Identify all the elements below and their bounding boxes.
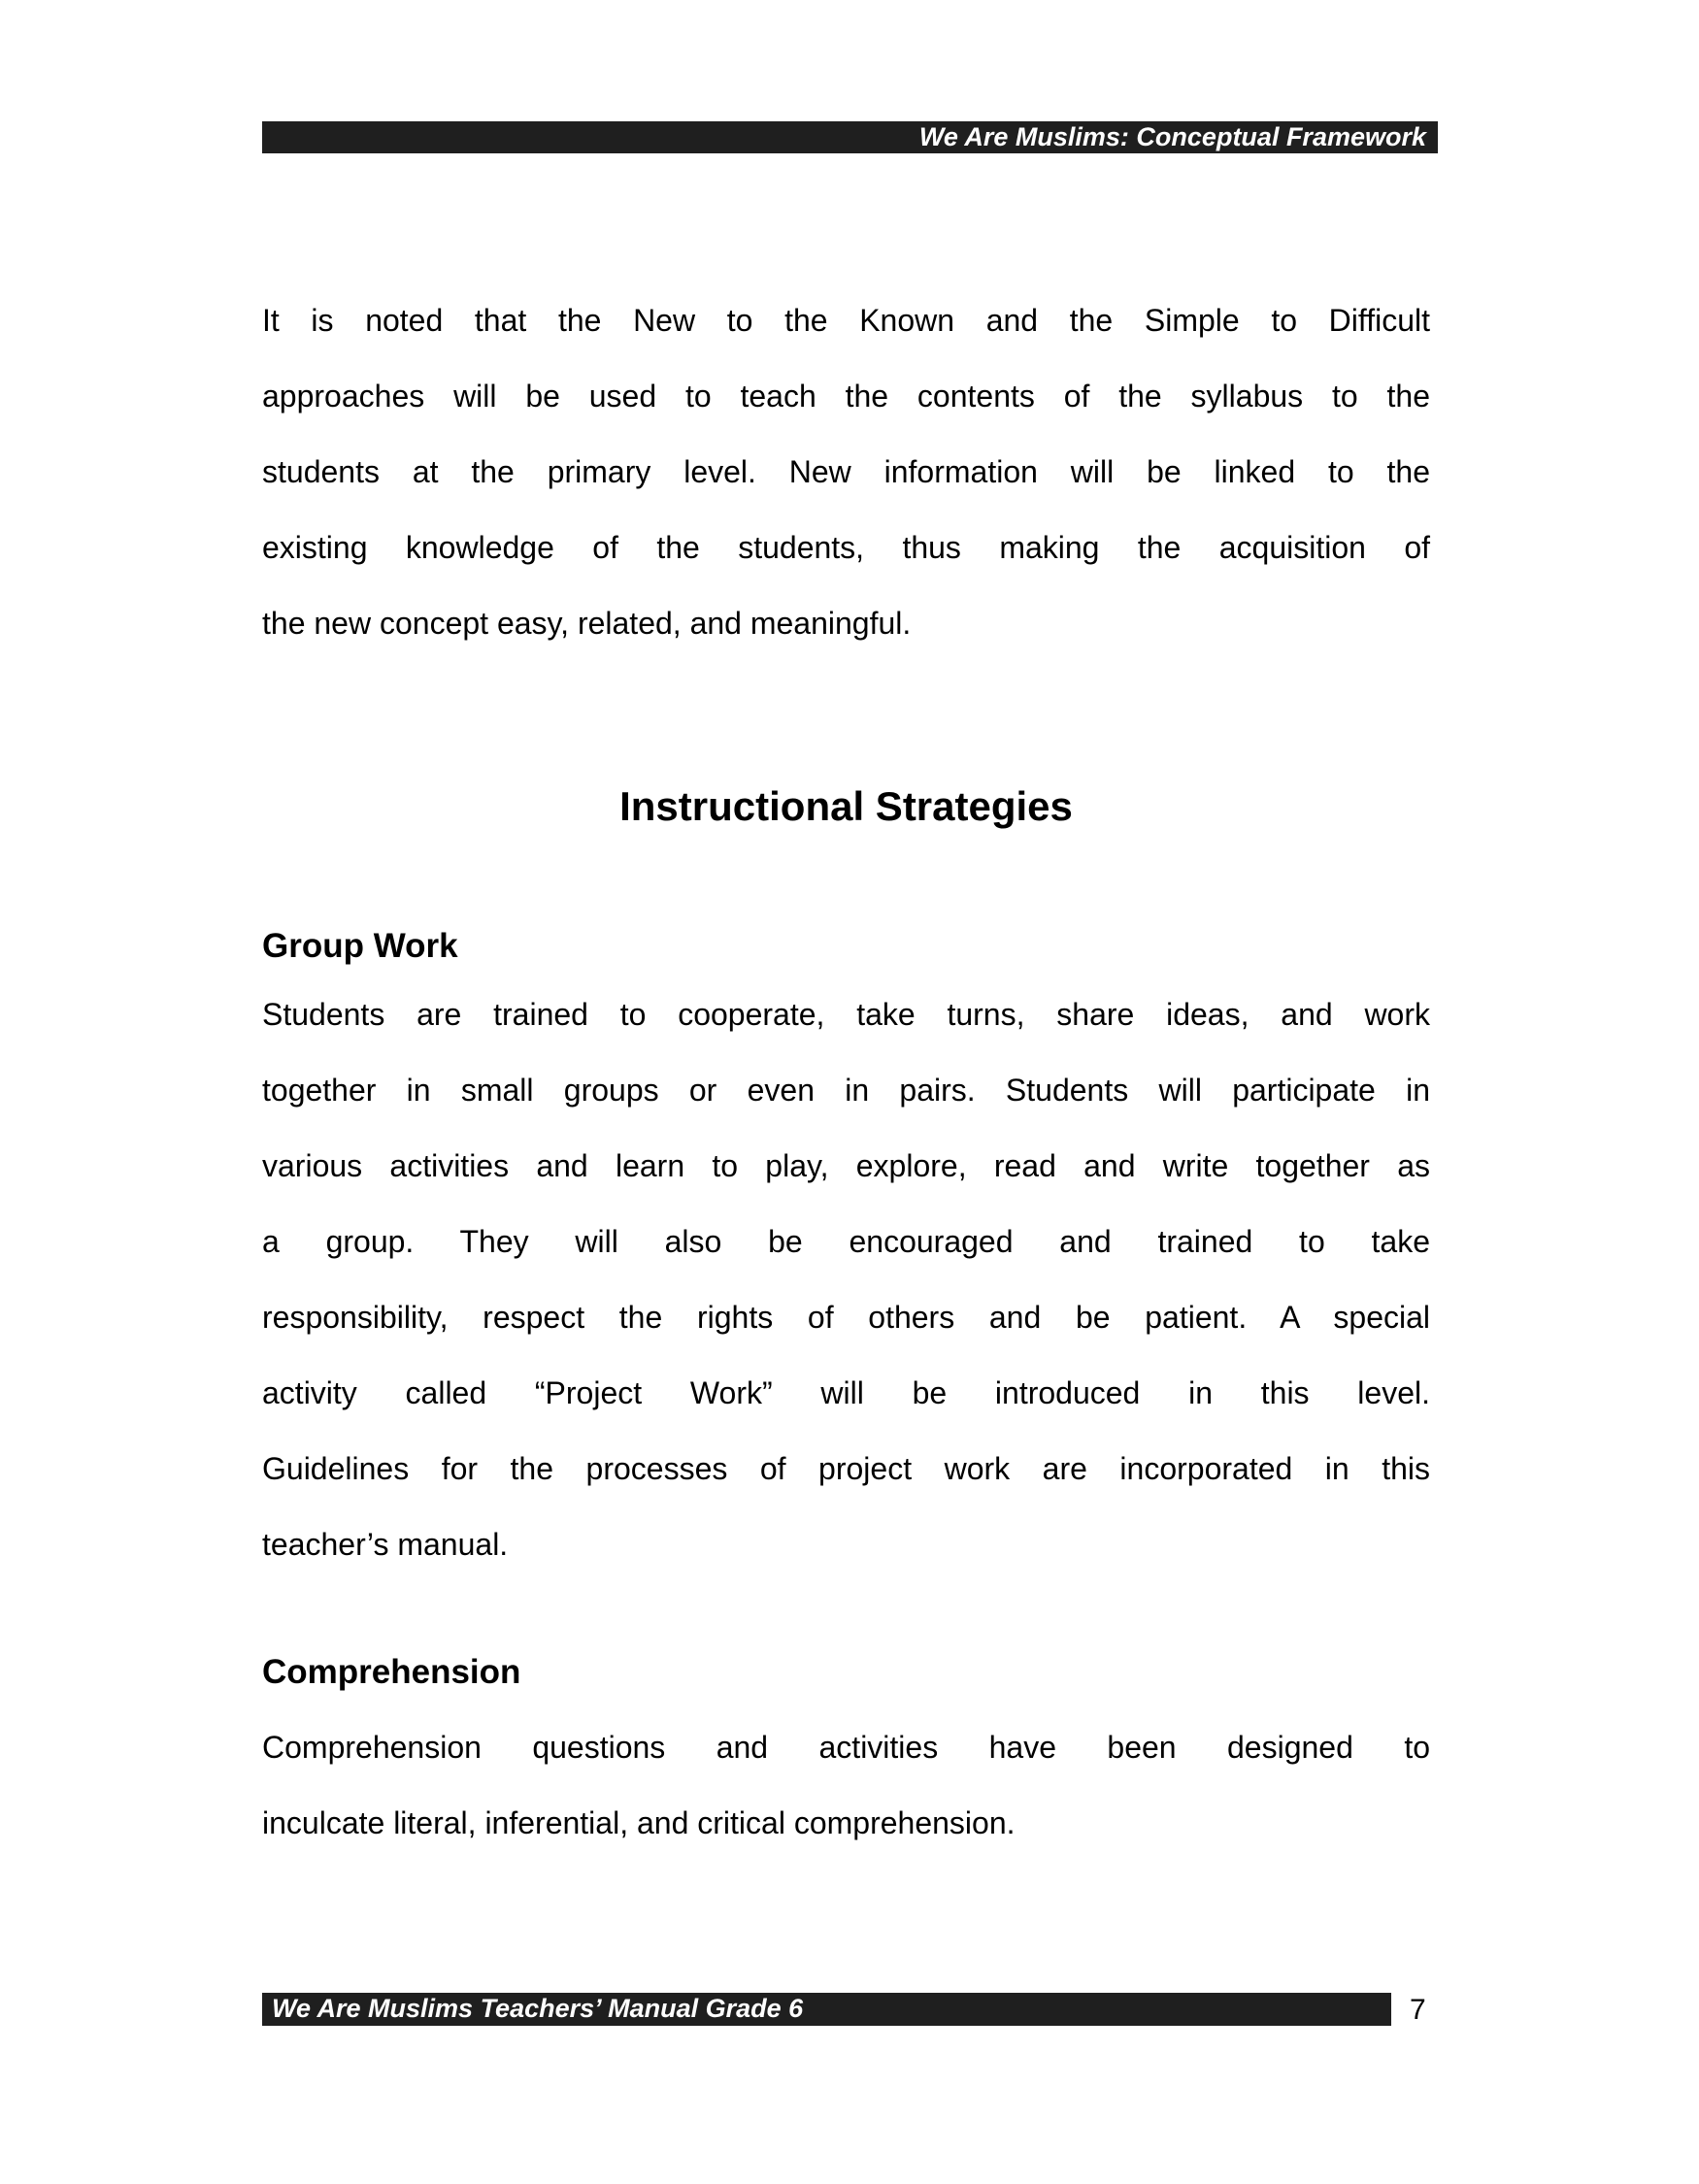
text-line: existing knowledge of the students, thus making the acquisition of: [262, 530, 1430, 565]
text-line: responsibility, respect the rights of others and be patient. A special: [262, 1300, 1430, 1335]
text-line: activity called “Project Work” will be introduced in this level.: [262, 1375, 1430, 1410]
text-line: teacher’s manual.: [262, 1527, 509, 1562]
text-line: Students are trained to cooperate, take turns, share ideas, and work: [262, 997, 1430, 1032]
text-line: students at the primary level. New information will be linked to the: [262, 454, 1430, 489]
text-line: various activities and learn to play, explore, read and write together as: [262, 1148, 1430, 1183]
text-line: together in small groups or even in pairs. Students will participate in: [262, 1073, 1430, 1108]
page-header-bar: [262, 121, 1438, 153]
main-heading: Instructional Strategies: [619, 783, 1073, 829]
section-heading-comprehension: Comprehension: [262, 1653, 521, 1691]
text-line: inculcate literal, inferential, and critical comprehension.: [262, 1805, 1016, 1840]
comprehension-paragraph: [262, 1709, 1430, 1861]
page-footer-bar: [262, 1993, 1391, 2026]
text-line: the new concept easy, related, and meaningful.: [262, 606, 912, 641]
intro-paragraph: [262, 282, 1430, 661]
text-line: approaches will be used to teach the contents of the syllabus to the: [262, 379, 1430, 414]
header-title: We Are Muslims: Conceptual Framework: [918, 122, 1426, 151]
text-line: It is noted that the New to the Known and the Simple to Difficult: [262, 303, 1430, 338]
page-number: 7: [1410, 1994, 1426, 2026]
text-line: Comprehension questions and activities have been designed to: [262, 1730, 1430, 1765]
footer-title: We Are Muslims Teachers’ Manual Grade 6: [272, 1994, 804, 2023]
section-heading-group-work: Group Work: [262, 927, 458, 965]
text-line: Guidelines for the processes of project work are incorporated in this: [262, 1451, 1430, 1486]
text-line: a group. They will also be encouraged and trained to take: [262, 1224, 1430, 1259]
group-work-paragraph: [262, 976, 1430, 1582]
